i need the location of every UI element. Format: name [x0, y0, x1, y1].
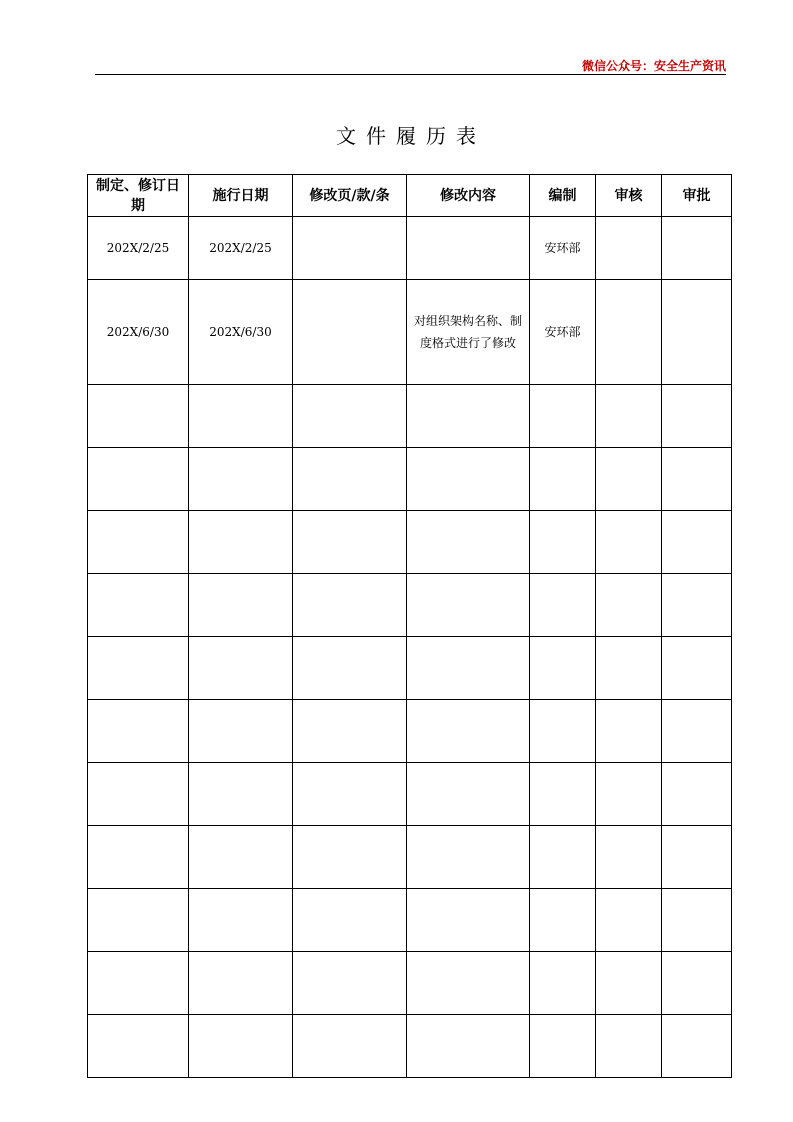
table-row	[88, 763, 732, 826]
cell-approved-by	[662, 448, 732, 511]
document-title: 文件履历表	[336, 124, 486, 148]
cell-approved-by	[662, 280, 732, 385]
cell-revised-page	[293, 217, 407, 280]
cell-revised-page	[293, 826, 407, 889]
cell-revision-content: 对组织架构名称、制度格式进行了修改	[407, 280, 530, 385]
cell-revised-page	[293, 280, 407, 385]
cell-approved-by	[662, 574, 732, 637]
cell-effective-date	[189, 1015, 293, 1078]
cell-reviewed-by	[596, 217, 662, 280]
cell-reviewed-by	[596, 763, 662, 826]
cell-revised-page	[293, 511, 407, 574]
cell-revision-content	[407, 700, 530, 763]
cell-revised-page	[293, 1015, 407, 1078]
cell-approved-by	[662, 511, 732, 574]
cell-reviewed-by	[596, 700, 662, 763]
table-row	[88, 952, 732, 1015]
cell-approved-by	[662, 952, 732, 1015]
cell-revision-content	[407, 574, 530, 637]
column-header-effective-date: 施行日期	[189, 175, 293, 217]
cell-revised-page	[293, 574, 407, 637]
cell-reviewed-by	[596, 448, 662, 511]
column-header-revision-content: 修改内容	[407, 175, 530, 217]
cell-approved-by	[662, 826, 732, 889]
cell-prepared-by	[530, 448, 596, 511]
cell-approved-by	[662, 889, 732, 952]
header-watermark-text: 微信公众号：安全生产资讯	[581, 59, 726, 73]
cell-prepared-by	[530, 511, 596, 574]
cell-effective-date	[189, 574, 293, 637]
cell-revision-date	[88, 889, 189, 952]
cell-revision-content	[407, 1015, 530, 1078]
cell-reviewed-by	[596, 385, 662, 448]
cell-revision-content	[407, 511, 530, 574]
revision-history-table	[87, 174, 732, 1078]
cell-reviewed-by	[596, 952, 662, 1015]
cell-prepared-by	[530, 700, 596, 763]
cell-prepared-by	[530, 826, 596, 889]
cell-reviewed-by	[596, 511, 662, 574]
cell-effective-date	[189, 763, 293, 826]
cell-effective-date	[189, 952, 293, 1015]
cell-revision-date	[88, 1015, 189, 1078]
column-header-approved-by: 审批	[662, 175, 732, 217]
header-rule	[95, 74, 726, 75]
cell-revised-page	[293, 952, 407, 1015]
table-row	[88, 1015, 732, 1078]
cell-approved-by	[662, 385, 732, 448]
table-row	[88, 700, 732, 763]
cell-reviewed-by	[596, 637, 662, 700]
cell-revision-date	[88, 763, 189, 826]
table-row	[88, 217, 732, 280]
table-row	[88, 448, 732, 511]
cell-reviewed-by	[596, 574, 662, 637]
cell-revision-content	[407, 637, 530, 700]
cell-effective-date	[189, 637, 293, 700]
cell-revision-content	[407, 952, 530, 1015]
table-row	[88, 385, 732, 448]
cell-prepared-by: 安环部	[530, 280, 596, 385]
table-row	[88, 280, 732, 385]
cell-revised-page	[293, 889, 407, 952]
cell-effective-date	[189, 511, 293, 574]
cell-prepared-by: 安环部	[530, 217, 596, 280]
cell-prepared-by	[530, 889, 596, 952]
table-row	[88, 511, 732, 574]
cell-reviewed-by	[596, 826, 662, 889]
cell-revision-date	[88, 574, 189, 637]
cell-revision-date	[88, 637, 189, 700]
cell-effective-date	[189, 448, 293, 511]
cell-reviewed-by	[596, 1015, 662, 1078]
table-row	[88, 889, 732, 952]
cell-effective-date	[189, 700, 293, 763]
cell-revision-content	[407, 763, 530, 826]
cell-approved-by	[662, 700, 732, 763]
table-header-row	[88, 175, 732, 217]
cell-prepared-by	[530, 637, 596, 700]
table-row	[88, 826, 732, 889]
table-row	[88, 574, 732, 637]
cell-revision-date	[88, 448, 189, 511]
cell-prepared-by	[530, 1015, 596, 1078]
column-header-prepared-by: 编制	[530, 175, 596, 217]
cell-effective-date	[189, 889, 293, 952]
cell-revision-date	[88, 700, 189, 763]
table-row	[88, 637, 732, 700]
cell-revision-content	[407, 385, 530, 448]
cell-effective-date	[189, 385, 293, 448]
cell-revision-date	[88, 385, 189, 448]
cell-reviewed-by	[596, 280, 662, 385]
column-header-revised-page: 修改页/款/条	[293, 175, 407, 217]
cell-prepared-by	[530, 763, 596, 826]
cell-revision-date: 202X/6/30	[88, 280, 189, 385]
column-header-reviewed-by: 审核	[596, 175, 662, 217]
cell-revised-page	[293, 700, 407, 763]
cell-prepared-by	[530, 385, 596, 448]
cell-effective-date: 202X/6/30	[189, 280, 293, 385]
cell-approved-by	[662, 763, 732, 826]
cell-revision-date	[88, 952, 189, 1015]
cell-effective-date	[189, 826, 293, 889]
cell-revision-content	[407, 826, 530, 889]
cell-revision-content	[407, 889, 530, 952]
cell-revised-page	[293, 385, 407, 448]
cell-revision-content	[407, 448, 530, 511]
cell-revised-page	[293, 637, 407, 700]
cell-revised-page	[293, 763, 407, 826]
cell-prepared-by	[530, 952, 596, 1015]
cell-revision-date	[88, 511, 189, 574]
cell-revision-date	[88, 826, 189, 889]
cell-reviewed-by	[596, 889, 662, 952]
cell-revision-date: 202X/2/25	[88, 217, 189, 280]
cell-approved-by	[662, 1015, 732, 1078]
cell-approved-by	[662, 637, 732, 700]
column-header-revision-date: 制定、修订日期	[88, 175, 189, 217]
cell-approved-by	[662, 217, 732, 280]
cell-revised-page	[293, 448, 407, 511]
cell-prepared-by	[530, 574, 596, 637]
cell-effective-date: 202X/2/25	[189, 217, 293, 280]
cell-revision-content	[407, 217, 530, 280]
